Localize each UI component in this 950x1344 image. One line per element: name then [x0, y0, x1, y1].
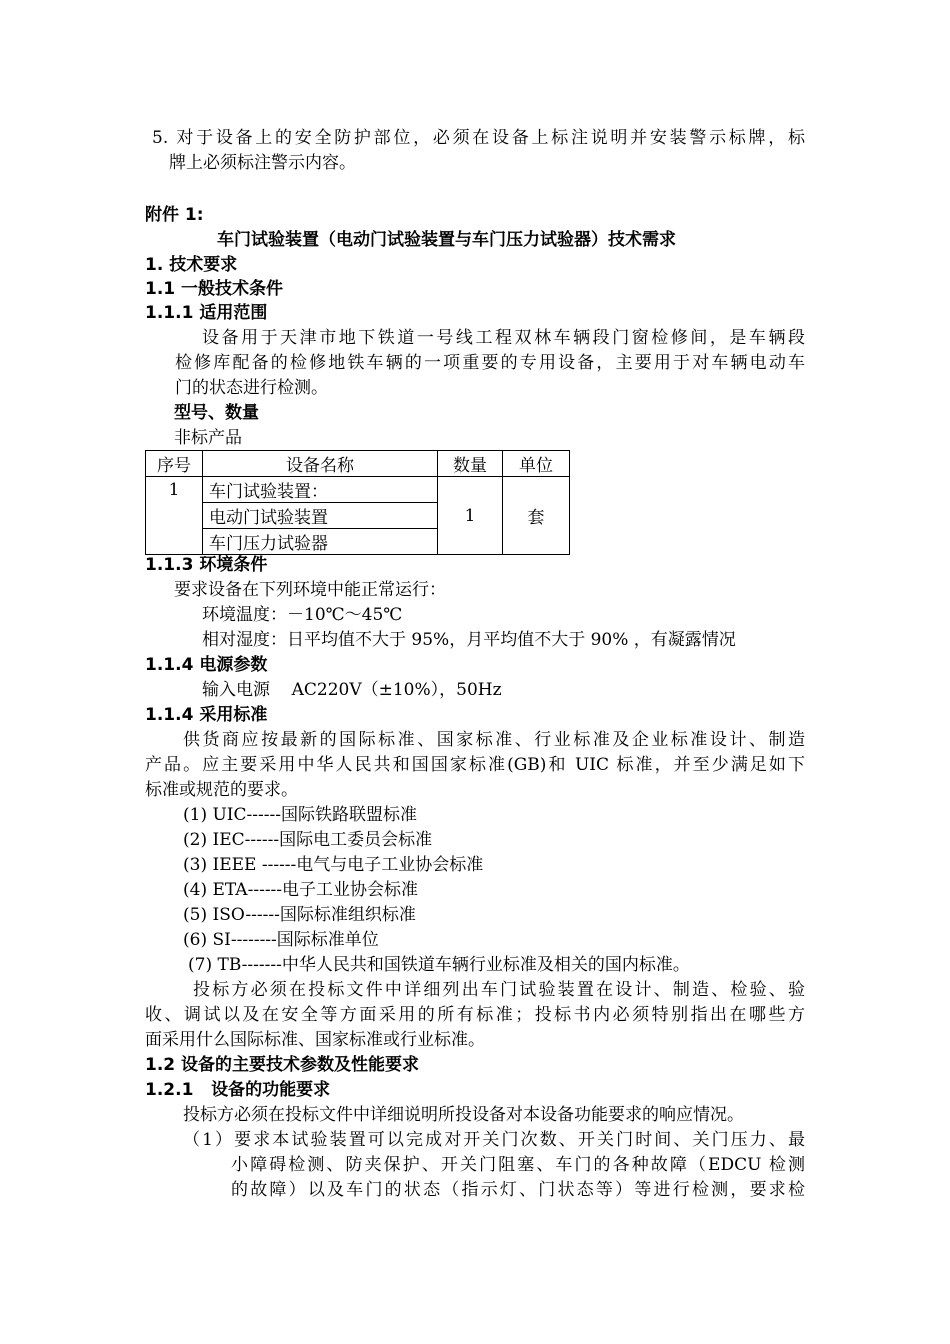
model-quantity-heading: 型号、数量	[174, 403, 259, 423]
section-1-1-4-power-heading: 1.1.4 电源参数	[145, 655, 268, 675]
header-cell: 序号	[146, 451, 203, 477]
standards-paragraph-line-3: 标准或规范的要求。	[145, 780, 298, 800]
standard-item-4: (4) ETA------电子工业协会标准	[183, 880, 419, 900]
standard-item-2: (2) IEC------国际电工委员会标准	[183, 830, 433, 850]
function-item-1-line-3: 的故障）以及车门的状态（指示灯、门状态等）等进行检测，要求检	[231, 1180, 805, 1200]
header-cell: 数量	[438, 451, 503, 477]
scope-paragraph-line-1: 设备用于天津市地下铁道一号线工程双林车辆段门窗检修间，是车辆段	[202, 328, 805, 348]
scope-paragraph-line-3: 门的状态进行检测。	[175, 378, 328, 398]
table-header-row	[146, 451, 570, 477]
document-title: 车门试验装置（电动门试验装置与车门压力试验器）技术需求	[217, 230, 676, 250]
header-cell: 设备名称	[203, 451, 438, 477]
section-1-1-1-heading: 1.1.1 适用范围	[145, 303, 268, 323]
environment-temperature: 环境温度：－10℃～45℃	[202, 605, 403, 625]
non-standard-product: 非标产品	[174, 428, 242, 448]
item-name-cell: 车门压力试验器	[203, 529, 438, 555]
standard-item-3: (3) IEEE ------电气与电子工业协会标准	[183, 855, 484, 875]
environment-humidity: 相对湿度：日平均值不大于 95%，月平均值不大于 90% ，有凝露情况	[202, 630, 736, 650]
standards-paragraph-line-2: 产品。应主要采用中华人民共和国国家标准(GB)和 UIC 标准，并至少满足如下	[145, 755, 805, 775]
quantity-cell: 1	[438, 477, 503, 555]
section-1-2-heading: 1.2 设备的主要技术参数及性能要求	[145, 1055, 420, 1075]
bid-paragraph-line-3: 面采用什么国际标准、国家标准或行业标准。	[145, 1030, 485, 1050]
function-intro: 投标方必须在投标文件中详细说明所投设备对本设备功能要求的响应情况。	[183, 1105, 744, 1125]
row-number-cell-empty	[146, 529, 203, 555]
equipment-table	[145, 450, 570, 555]
header-cell: 单位	[503, 451, 570, 477]
unit-cell: 套	[503, 477, 570, 555]
item-name-cell: 电动门试验装置	[203, 503, 438, 529]
power-input: 输入电源 AC220V（±10%），50Hz	[202, 680, 502, 700]
standard-item-5: (5) ISO------国际标准组织标准	[183, 905, 416, 925]
standard-item-6: (6) SI--------国际标准单位	[183, 930, 379, 950]
standard-item-1: (1) UIC------国际铁路联盟标准	[183, 805, 417, 825]
table-row	[146, 477, 570, 503]
standard-item-7: (7) TB-------中华人民共和国铁道车辆行业标准及相关的国内标准。	[188, 955, 690, 975]
section-1-1-heading: 1.1 一般技术条件	[145, 279, 284, 299]
scope-paragraph-line-2: 检修库配备的检修地铁车辆的一项重要的专用设备，主要用于对车辆电动车	[175, 353, 805, 373]
function-item-1-line-1: （1）要求本试验装置可以完成对开关门次数、开关门时间、关门压力、最	[183, 1130, 805, 1150]
section-1-1-3-heading: 1.1.3 环境条件	[145, 555, 268, 575]
standards-paragraph-line-1: 供货商应按最新的国际标准、国家标准、行业标准及企业标准设计、制造	[183, 730, 805, 750]
section-1-heading: 1. 技术要求	[145, 255, 238, 275]
item-5-line-1: 5. 对于设备上的安全防护部位，必须在设备上标注说明并安装警示标牌，标	[152, 128, 805, 148]
bid-paragraph-line-1: 投标方必须在投标文件中详细列出车门试验装置在设计、制造、检验、验	[193, 980, 805, 1000]
section-1-2-1-heading: 1.2.1 设备的功能要求	[145, 1080, 331, 1100]
item-name-cell: 车门试验装置：	[203, 477, 438, 503]
item-5-line-2: 牌上必须标注警示内容。	[169, 153, 356, 173]
annex-label: 附件 1:	[145, 205, 204, 225]
row-number-cell-empty	[146, 503, 203, 529]
section-1-1-4-standards-heading: 1.1.4 采用标准	[145, 705, 268, 725]
row-number-cell: 1	[146, 477, 203, 503]
function-item-1-line-2: 小障碍检测、防夹保护、开关门阻塞、车门的各种故障（EDCU 检测	[231, 1155, 805, 1175]
environment-requirement: 要求设备在下列环境中能正常运行：	[174, 580, 446, 600]
bid-paragraph-line-2: 收、调试以及在安全等方面采用的所有标准；投标书内必须特别指出在哪些方	[145, 1005, 805, 1025]
